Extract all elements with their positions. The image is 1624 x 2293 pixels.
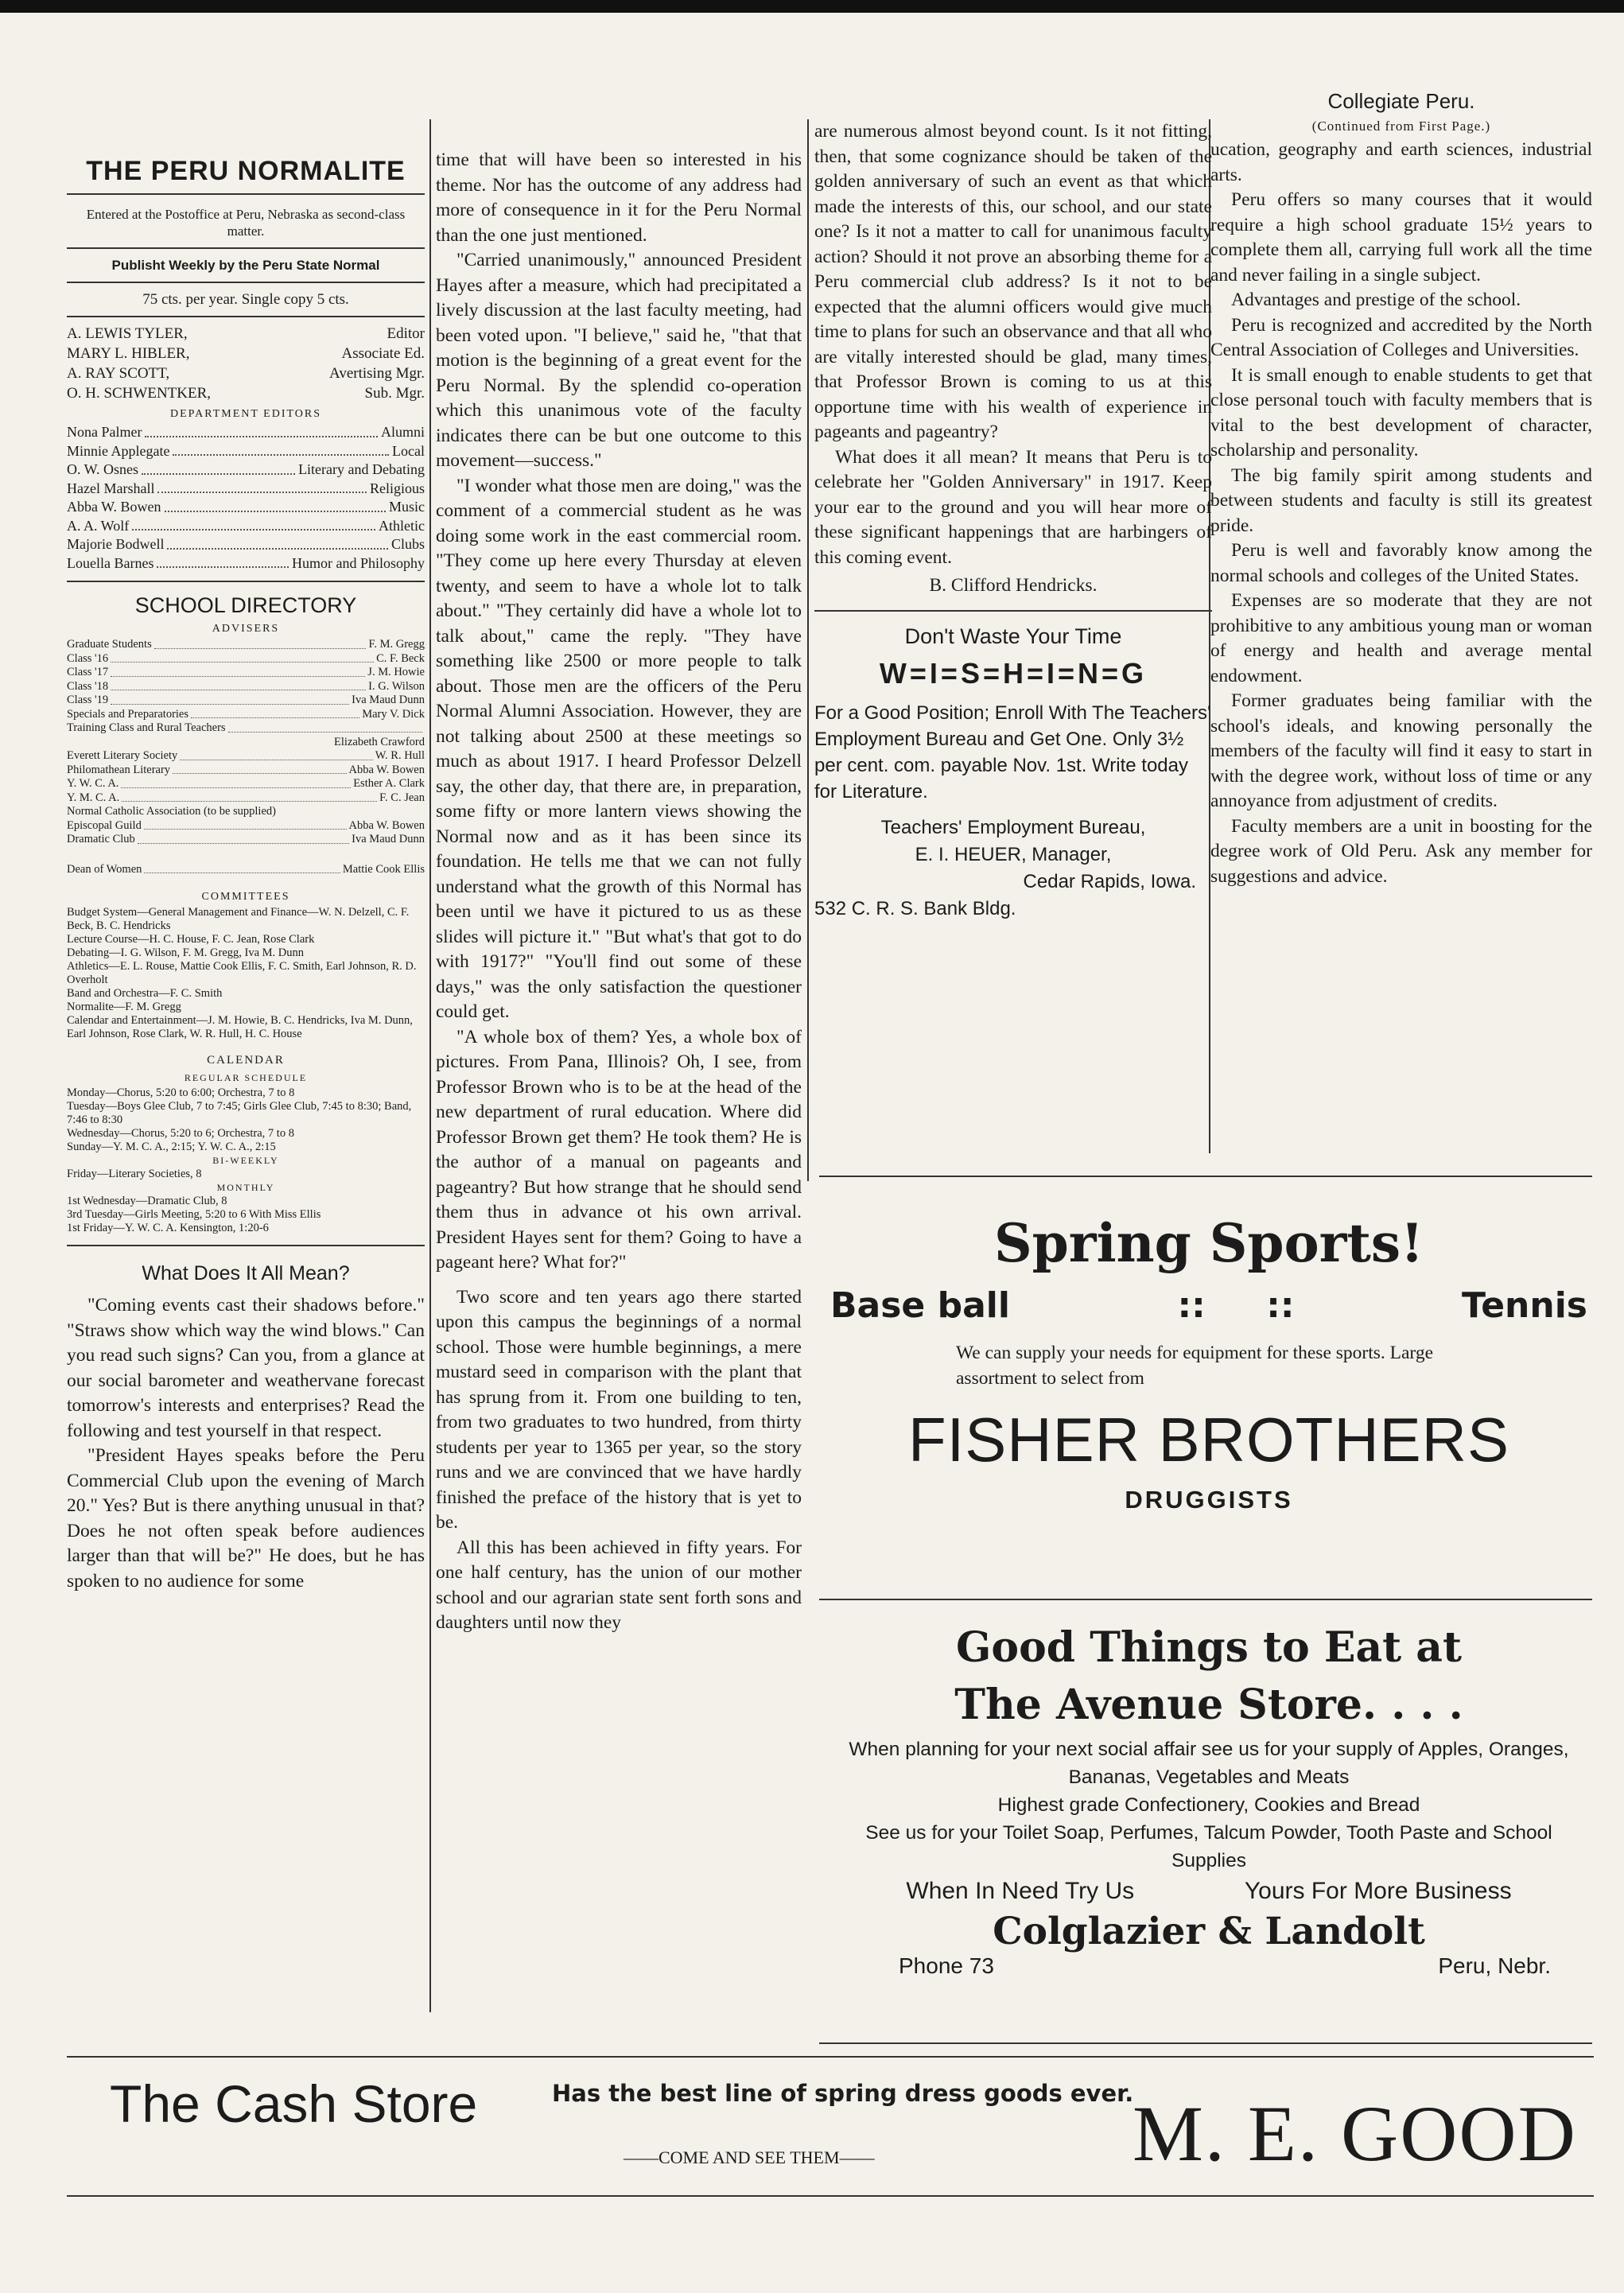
column-2 <box>436 148 802 1636</box>
adviser-row: Class '17 J. M. Howie <box>67 666 425 678</box>
ad-city: Cedar Rapids, Iowa. <box>1023 870 1196 892</box>
ad-body: We can supply your needs for equipment for these sports. Large assortment to select from <box>956 1343 1434 1389</box>
ad-sports-row: Base ball :: :: Tennis <box>830 1285 1587 1326</box>
article-paragraph: time that will have been so interested in his theme. Nor has the outcome of any address had more of consequence in it for the Peru Normal than the one just mentioned. <box>436 150 802 246</box>
staff-row: O. H. SCHWENTKER, Sub. Mgr. <box>67 385 425 402</box>
column-divider <box>429 119 431 2012</box>
divider <box>819 1599 1592 1600</box>
staff-row: A. RAY SCOTT, Avertising Mgr. <box>67 365 425 382</box>
directory-title: SCHOOL DIRECTORY <box>134 593 357 617</box>
ad-come-see: ——COME AND SEE THEM—— <box>624 2147 875 2167</box>
article-paragraph: Two score and ten years ago there started upon this campus the beginnings of a normal school. Those were humble beginnings, a mere mustard seed in comparison with the plant that has sprung from it. From one building to ten, from two graduates to two hundred, from thirty students per year to 1365 per year, so the story runs and we are convinced that we have hardly finished the preface of the history that is yet to be. <box>436 1286 802 1533</box>
article-paragraph: are numerous almost beyond count. Is it not fitting, then, that some cognizance should be taken of the golden anniversary of such an event as that which made the interests of this, our school, and our state one? Is it not a matter to call for unanimous faculty action? Should it not prove an absorbing theme for a Peru commercial club address? Is it not to be expected that the alumni officers would give much time to plans for such an observance and that all who are vitally interested should be glad, many times, that Professor Brown is coming to us at this opportune time with his wealth of experience in pageants and pageantry? <box>814 121 1212 442</box>
editor-row: Majorie Bodwell Clubs <box>67 536 425 552</box>
price-notice: 75 cts. per year. Single copy 5 cts. <box>142 291 349 308</box>
calendar-item: 3rd Tuesday—Girls Meeting, 5:20 to 6 With Miss Ellis <box>67 1208 321 1221</box>
calendar-item: 1st Wednesday—Dramatic Club, 8 <box>67 1195 227 1207</box>
article-signature: B. Clifford Hendricks. <box>929 575 1098 596</box>
adviser-row: Training Class and Rural Teachers <box>67 721 425 736</box>
ad-need-row: When In Need Try Us Yours For More Business <box>906 1878 1512 1904</box>
committee-item: Lecture Course—H. C. House, F. C. Jean, Rose Clark <box>67 933 315 946</box>
ad-merchant: M. E. GOOD <box>1133 2089 1577 2178</box>
adviser-row: Class '19 Iva Maud Dunn <box>67 694 425 706</box>
calendar-item: 1st Friday—Y. W. C. A. Kensington, 1:20-6 <box>67 1222 269 1234</box>
article-paragraph: "President Hayes speaks before the Peru Commercial Club upon the evening of March 20." Yes? But is there anything unusual in that? Does he not often speak before audiences larger than that will be?" He does, but he has spoken to no audience for some <box>67 1445 425 1591</box>
editor-row: Abba W. Bowen Music <box>67 499 425 515</box>
ad-body: Has the best line of spring dress goods ever. <box>552 2080 1134 2107</box>
article-paragraph: Peru offers so many courses that it would require a high school graduate 15½ years to complete them all, carrying full work all the time and never failing in a single subject. <box>1210 189 1592 286</box>
editor-row: Minnie Applegate Local <box>67 442 425 459</box>
editor-row: Hazel Marshall Religious <box>67 480 425 496</box>
committee-item: Normalite—F. M. Gregg <box>67 1001 181 1013</box>
publication-notice: Publisht Weekly by the Peru State Normal <box>111 258 380 273</box>
committee-item: Debating—I. G. Wilson, F. M. Gregg, Iva M. Dunn <box>67 946 305 959</box>
ad-wishing: W=I=S=H=I=N=G <box>879 656 1148 690</box>
calendar-item: Monday—Chorus, 5:20 to 6:00; Orchestra, 7 to 8 <box>67 1086 295 1099</box>
cash-store-ad <box>67 2064 1594 2183</box>
calendar-subheading: MONTHLY <box>216 1182 275 1193</box>
calendar-item: Wednesday—Chorus, 5:20 to 6; Orchestra, 7 to 8 <box>67 1127 294 1140</box>
ad-trade: DRUGGISTS <box>1125 1486 1293 1514</box>
masthead-title: THE PERU NORMALITE <box>86 156 406 186</box>
editor-row: O. W. Osnes Literary and Debating <box>67 461 425 477</box>
committee-item: Calendar and Entertainment—J. M. Howie, B. C. Hendricks, Iva M. Dunn, Earl Johnson, Rose Clark, W. R. Hull, H. C. House <box>67 1014 413 1040</box>
adviser-row: Dramatic Club Iva Maud Dunn <box>67 833 425 845</box>
ad-store-name: The Cash Store <box>110 2074 478 2133</box>
adviser-row: Philomathean Literary Abba W. Bowen <box>67 763 425 776</box>
column-3 <box>814 119 1212 923</box>
column-4 <box>1210 89 1592 889</box>
calendar-item: Sunday—Y. M. C. A., 2:15; Y. W. C. A., 2:15 <box>67 1141 276 1153</box>
article-paragraph: "Coming events cast their shadows before." "Straws show which way the wind blows." Can you read such signs? Can you, from a glance at our social barometer and weathervane forecast tomorrow's interests and enterprises? Read the following and test yourself in that respect. <box>67 1295 425 1441</box>
mailing-notice: Entered at the Postoffice at Peru, Nebraska as second-class matter. <box>86 207 406 239</box>
adviser-row: Class '16 C. F. Beck <box>67 651 425 665</box>
column-1 <box>67 119 425 1594</box>
adviser-row: Graduate Students F. M. Gregg <box>67 638 425 651</box>
article-paragraph: All this has been achieved in fifty years. For one half century, has the union of our mother school and our agrarian state sent forth sons and daughters until now they <box>436 1537 802 1633</box>
article-paragraph: ucation, geography and earth sciences, industrial arts. <box>1210 139 1592 185</box>
staff-list <box>67 324 425 403</box>
ad-title: The Avenue Store. . . . <box>954 1681 1463 1729</box>
calendar-heading: CALENDAR <box>207 1054 285 1067</box>
article-paragraph: The big family spirit among students and between students and faculty is still its greatest pride. <box>1210 464 1592 536</box>
article-paragraph: "Carried unanimously," announced President Hayes after a measure, which had precipitated a lively discussion at the last faculty meeting, had been voted upon. "I believe," said he, "that that motion is the beginning of a great event for the Peru Normal. By the splendid co-operation which this unanimous vote of the faculty indicates there can be but one outcome to this movement—success." <box>436 250 802 471</box>
advisers-list <box>67 638 425 876</box>
divider <box>67 193 425 195</box>
adviser-row: Class '18 I. G. Wilson <box>67 679 425 693</box>
divider <box>67 581 425 582</box>
divider <box>819 1176 1592 1177</box>
divider <box>67 1245 425 1246</box>
ad-body: See us for your Toilet Soap, Perfumes, Talcum Powder, Tooth Paste and School Supplies <box>865 1822 1552 1871</box>
ad-title: Good Things to Eat at <box>955 1623 1462 1672</box>
divider <box>67 247 425 249</box>
adviser-row: Y. W. C. A. Esther A. Clark <box>67 777 425 790</box>
ad-title: Don't Waste Your Time <box>904 624 1122 648</box>
ad-address: 532 C. R. S. Bank Bldg. <box>814 897 1016 919</box>
advisers-heading: ADVISERS <box>212 623 280 635</box>
adviser-row: Episcopal Guild Abba W. Bowen <box>67 818 425 832</box>
ad-firm: Colglazier & Landolt <box>993 1910 1425 1953</box>
ad-title: Spring Sports! <box>994 1212 1424 1274</box>
committee-item: Athletics—E. L. Rouse, Mattie Cook Ellis, F. C. Smith, Earl Johnson, R. D. Overholt <box>67 960 417 986</box>
dept-editors-heading: DEPARTMENT EDITORS <box>169 408 322 420</box>
article-paragraph: Peru is recognized and accredited by the North Central Association of Colleges and Universities. <box>1210 314 1592 360</box>
adviser-row: Dean of Women Mattie Cook Ellis <box>67 862 425 876</box>
committee-item: Band and Orchestra—F. C. Smith <box>67 987 223 1000</box>
divider <box>67 2056 1594 2058</box>
page-top-band <box>0 0 1624 13</box>
collegiate-continued: (Continued from First Page.) <box>1311 119 1491 134</box>
article-paragraph: Faculty members are a unit in boosting for the degree work of Old Peru. Ask any member for suggestions and advice. <box>1210 815 1592 887</box>
divider <box>814 610 1212 612</box>
teachers-bureau-ad <box>814 624 1212 923</box>
article-paragraph: Peru is well and favorably know among the normal schools and colleges of the United States. <box>1210 540 1592 586</box>
article-title: What Does It All Mean? <box>142 1262 350 1284</box>
adviser-row: Y. M. C. A. F. C. Jean <box>67 791 425 804</box>
adviser-row: Normal Catholic Association (to be supplied) <box>67 805 276 818</box>
adviser-row: Everett Literary Society W. R. Hull <box>67 749 425 762</box>
adviser-row: Elizabeth Crawford <box>334 735 425 748</box>
calendar-list <box>67 1086 425 1235</box>
staff-row: MARY L. HIBLER, Associate Ed. <box>67 345 425 362</box>
article-paragraph: Advantages and prestige of the school. <box>1231 290 1521 310</box>
committee-item: Budget System—General Management and Finance—W. N. Delzell, C. F. Beck, B. C. Hendricks <box>67 906 410 932</box>
staff-row: A. LEWIS TYLER, Editor <box>67 325 425 342</box>
editor-row: A. A. Wolf Athletic <box>67 517 425 534</box>
divider <box>67 2195 1594 2197</box>
editor-row: Louella Barnes Humor and Philosophy <box>67 554 425 571</box>
avenue-store-ad <box>827 1615 1591 2036</box>
ad-bureau: Teachers' Employment Bureau, <box>880 816 1146 838</box>
dept-editors-list <box>67 423 425 573</box>
article-paragraph: It is small enough to enable students to get that close personal touch with faculty members that is vital to the best development of character, scholarship and personality. <box>1210 364 1592 461</box>
article-paragraph: Expenses are so moderate that they are not prohibitive to any ambitious young man or woman of energy and health and average mental endowment. <box>1210 590 1592 686</box>
ad-manager: E. I. HEUER, Manager, <box>915 843 1112 865</box>
ad-footer: Phone 73 Peru, Nebr. <box>899 1953 1551 1978</box>
ad-body: Highest grade Confectionery, Cookies and Bread <box>997 1794 1420 1816</box>
ad-firm: FISHER BROTHERS <box>907 1405 1510 1475</box>
ad-body: For a Good Position; Enroll With The Teachers' Employment Bureau and Get One. Only 3½ per cent. com. payable Nov. 1st. Write today for Literature. <box>814 702 1211 803</box>
article-paragraph: Former graduates being familiar with the school's ideals, and knowing personally the members of the faculty will find it easy to start in with the degree work, without loss of time or any annoyance from adjustment of credits. <box>1210 690 1592 811</box>
calendar-subheading: BI-WEEKLY <box>212 1155 279 1166</box>
article-paragraph: "I wonder what those men are doing," was the comment of a commercial student as he was doing some work in the east commercial room. "They come up here every Thursday at eleven twenty, and seem to have a whole lot to talk about." "They certainly did have a whole lot to talk about," came the reply. "They have something like 2500 or more people to talk about. Those men are the officers of the Peru Normal Alumni Association. However, they are not talking about 2500 at these meetings so much as about 1917. I heard Professor Delzell say, the other day, that there are, in preparation, some fifty or more lantern views showing the Normal now and as it has been since its foundation. He tells me that we can not fully understand what the growth of this Normal has been until we have it pictured to us as these slides will picture it." "But what's that got to do with 1917?" "You'll find out some of these days," was the only satisfaction the questioner could get. <box>436 475 802 1022</box>
editor-row: Nona Palmer Alumni <box>67 424 425 440</box>
divider <box>67 282 425 283</box>
calendar-item: Friday—Literary Societies, 8 <box>67 1168 202 1180</box>
divider <box>67 316 425 317</box>
ad-body: When planning for your next social affair see us for your supply of Apples, Oranges, Bananas, Vegetables and Meats <box>849 1739 1569 1788</box>
regular-schedule-heading: REGULAR SCHEDULE <box>184 1072 308 1083</box>
article-paragraph: "A whole box of them? Yes, a whole box of pictures. From Pana, Illinois? Oh, I see, from Professor Brown who is to be at the head of the new department of rural education. Where did Professor Brown get them? He took them? He is the author of a manual on pageants and pageantry? But how strange that he should send them thus in advance ot his own arrival. President Hayes sent for them? Going to have a pageant here? What for?" <box>436 1026 802 1273</box>
column-divider <box>807 119 809 1181</box>
collegiate-title: Collegiate Peru. <box>1327 89 1475 113</box>
article-paragraph: What does it all mean? It means that Peru is to celebrate her "Golden Anniversary" in 1917. Keep your ear to the ground and you will hear more of these significant happenings that are harbingers of this coming event. <box>814 446 1212 568</box>
adviser-row: Specials and Preparatories Mary V. Dick <box>67 707 425 721</box>
committees-list <box>67 906 425 1041</box>
committees-heading: COMMITTEES <box>201 891 290 903</box>
spring-sports-ad <box>827 1201 1591 1583</box>
divider <box>819 2042 1592 2044</box>
calendar-item: Tuesday—Boys Glee Club, 7 to 7:45; Girls Glee Club, 7:45 to 8:30; Band, 7:46 to 8:30 <box>67 1100 412 1126</box>
